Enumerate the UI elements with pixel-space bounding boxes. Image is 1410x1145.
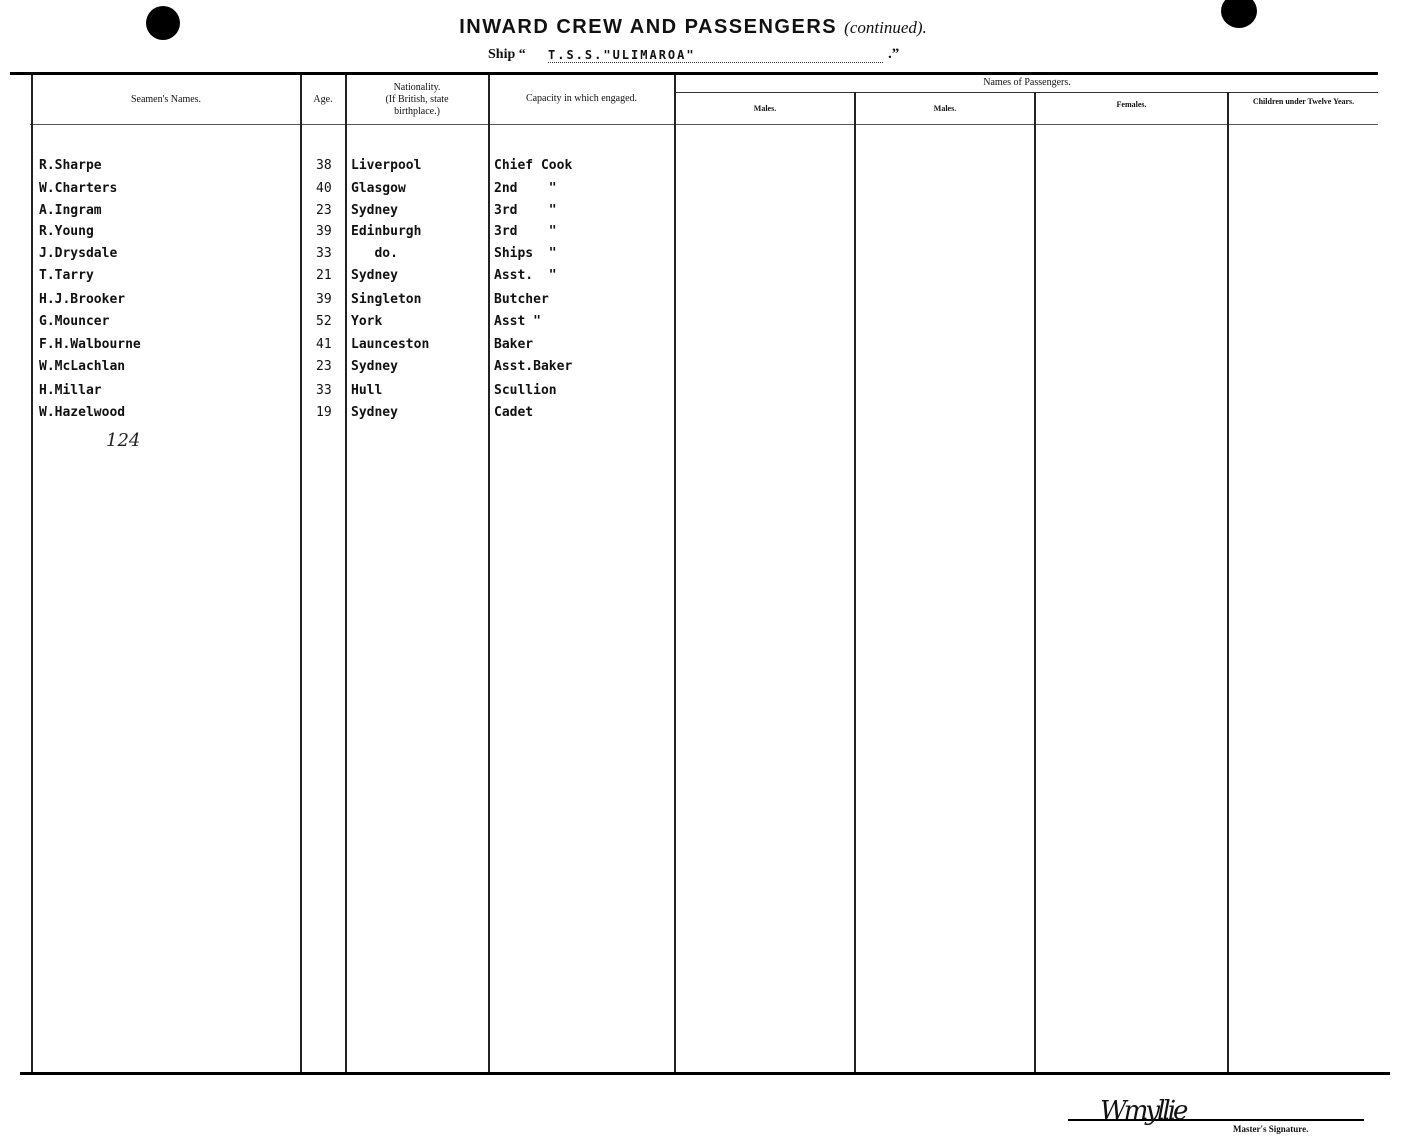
table-row: [0, 337, 1410, 357]
seaman-age: 23: [316, 203, 332, 218]
seaman-age: 21: [316, 268, 332, 283]
table-row: [0, 314, 1410, 334]
seaman-name: H.Millar: [39, 383, 102, 398]
seaman-capacity: 3rd ": [494, 203, 557, 218]
seaman-capacity: Asst.Baker: [494, 359, 573, 374]
seaman-capacity: Baker: [494, 337, 534, 352]
seaman-nationality: York: [351, 314, 383, 329]
header-females: Females.: [1116, 100, 1147, 109]
header-males-2: Males.: [933, 104, 957, 113]
seaman-capacity: Scullion: [494, 383, 557, 398]
passenger-subheader-rule: [676, 92, 1378, 93]
seaman-nationality: Glasgow: [351, 181, 406, 196]
seaman-capacity: Asst ": [494, 314, 541, 329]
seaman-age: 19: [316, 405, 332, 420]
header-rule: [30, 124, 1378, 125]
page-title: [0, 16, 1386, 39]
seaman-name: R.Sharpe: [39, 158, 102, 173]
table-row: [0, 203, 1410, 223]
top-rule: [10, 72, 1378, 75]
ship-close-quote: .”: [888, 46, 900, 62]
title-text: INWARD CREW AND PASSENGERS: [459, 16, 838, 38]
table-row: [0, 268, 1410, 288]
seaman-age: 52: [316, 314, 332, 329]
table-row: [0, 292, 1410, 312]
table-row: [0, 181, 1410, 201]
seaman-capacity: Chief Cook: [494, 158, 573, 173]
signature-label: Master's Signature.: [1233, 1124, 1309, 1134]
ship-name: T.S.S."ULIMAROA": [548, 48, 883, 63]
table-row: [0, 158, 1410, 178]
header-males-1: Males.: [753, 104, 777, 113]
header-nationality: Nationality.: [393, 82, 441, 93]
header-seamens-names: Seamen's Names.: [130, 94, 202, 105]
seaman-capacity: Cadet: [494, 405, 534, 420]
seaman-nationality: do.: [351, 246, 398, 261]
ship-label: Ship “: [488, 47, 526, 62]
seaman-name: G.Mouncer: [39, 314, 110, 329]
seaman-name: W.McLachlan: [39, 359, 126, 374]
seaman-nationality: Hull: [351, 383, 383, 398]
seaman-name: W.Charters: [39, 181, 118, 196]
seaman-nationality: Singleton: [351, 292, 422, 307]
seaman-nationality: Launceston: [351, 337, 430, 352]
seaman-age: 40: [316, 181, 332, 196]
seaman-age: 33: [316, 246, 332, 261]
seaman-nationality: Liverpool: [351, 158, 422, 173]
bottom-rule: [20, 1072, 1390, 1075]
seaman-age: 39: [316, 224, 332, 239]
table-row: [0, 405, 1410, 425]
seaman-name: R.Young: [39, 224, 94, 239]
header-nationality-note: (If British, state birthplace.): [385, 94, 449, 117]
seaman-name: F.H.Walbourne: [39, 337, 141, 352]
seaman-name: A.Ingram: [39, 203, 102, 218]
title-suffix: (continued).: [844, 18, 927, 37]
header-capacity: Capacity in which engaged.: [525, 93, 638, 104]
seaman-nationality: Sydney: [351, 405, 398, 420]
table-row: [0, 246, 1410, 266]
seaman-capacity: Asst. ": [494, 268, 557, 283]
header-passengers-group: Names of Passengers.: [983, 77, 1071, 88]
handwritten-total: 124: [106, 430, 141, 451]
table-row: [0, 383, 1410, 403]
seaman-nationality: Sydney: [351, 203, 398, 218]
seaman-age: 23: [316, 359, 332, 374]
seaman-age: 39: [316, 292, 332, 307]
table-row: [0, 224, 1410, 244]
seaman-capacity: Ships ": [494, 246, 557, 261]
seaman-capacity: 2nd ": [494, 181, 557, 196]
seaman-nationality: Sydney: [351, 359, 398, 374]
header-children: Children under Twelve Years.: [1252, 97, 1355, 106]
seaman-name: J.Drysdale: [39, 246, 118, 261]
header-age: Age.: [313, 94, 333, 105]
seaman-capacity: 3rd ": [494, 224, 557, 239]
seaman-nationality: Edinburgh: [351, 224, 422, 239]
table-row: [0, 359, 1410, 379]
master-signature: Wmyllie: [1100, 1096, 1186, 1126]
seaman-name: H.J.Brooker: [39, 292, 126, 307]
seaman-name: W.Hazelwood: [39, 405, 126, 420]
seaman-age: 41: [316, 337, 332, 352]
seaman-capacity: Butcher: [494, 292, 549, 307]
seaman-name: T.Tarry: [39, 268, 94, 283]
seaman-age: 33: [316, 383, 332, 398]
seaman-nationality: Sydney: [351, 268, 398, 283]
seaman-age: 38: [316, 158, 332, 173]
